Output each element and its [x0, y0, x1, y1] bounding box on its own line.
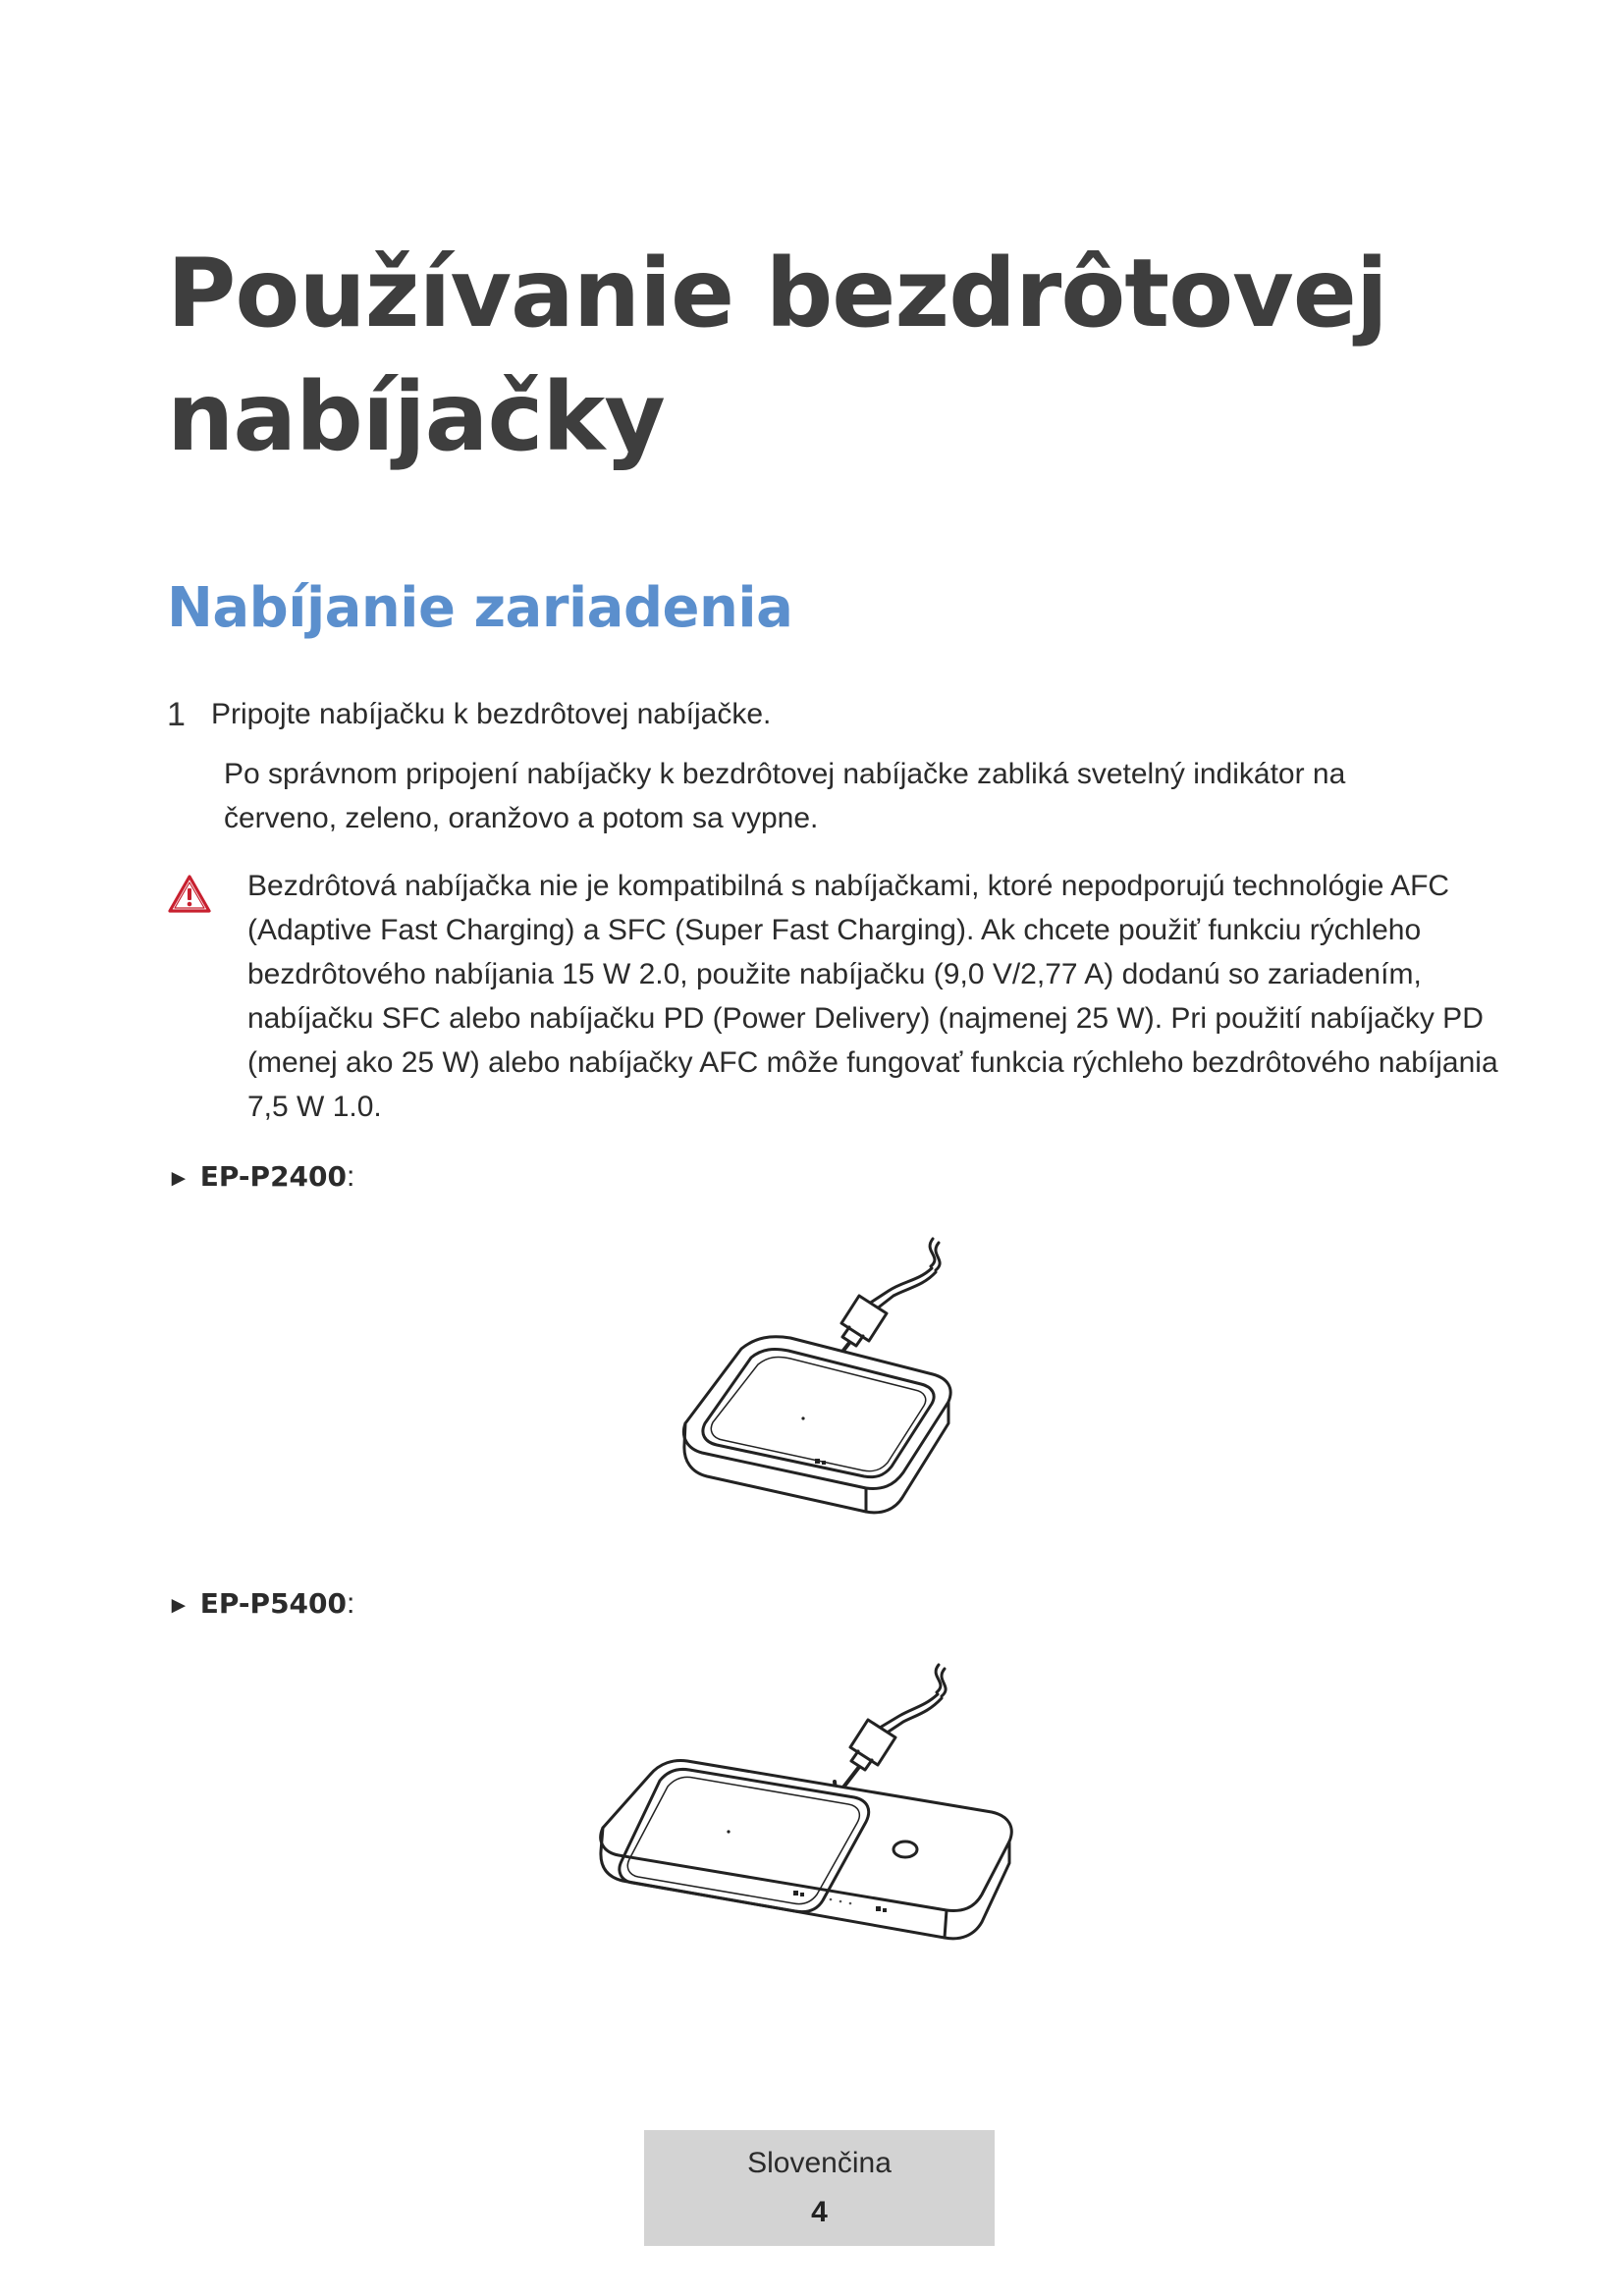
- warning-text: Bezdrôtová nabíjačka nie je kompatibilná s nabíjačkami, ktoré nepodporujú technológie AFC (Adaptive Fast Charging) a SFC (Super Fast Charging). Ak chcete použiť funkciu rýchleho bezdrôtového nabíjania 15 W 2.0, použite nabíjačku (9,0 V/2,77 A) dodanú so zariadením, nabíjačku SFC alebo nabíjačku PD (Power Delivery) (najmenej 25 W). Pri použití nabíjačky PD (menej ako 25 W) alebo nabíjačky AFC môže fungovať funkcia rýchleho bezdrôtového nabíjania 7,5 W 1.0.: [247, 870, 1498, 1123]
- model-label-ep-p2400: [167, 1157, 354, 1199]
- model-suffix: :: [347, 1160, 355, 1193]
- page-title-line-2: nabíjačky: [167, 362, 665, 472]
- ep-p5400-illustration: [589, 1659, 1021, 1973]
- model-name: EP-P2400: [199, 1160, 347, 1193]
- footer-language: Slovenčina: [747, 2147, 892, 2179]
- section-title: Nabíjanie zariadenia: [167, 576, 793, 640]
- page-title: [167, 232, 1387, 479]
- triangle-bullet-icon: ►: [167, 1592, 190, 1619]
- model-name: EP-P5400: [199, 1587, 347, 1620]
- step-text: Pripojte nabíjačku k bezdrôtovej nabíjačke.: [211, 698, 772, 730]
- page-number: 4: [811, 2196, 828, 2228]
- triangle-bullet-icon: ►: [167, 1165, 190, 1192]
- ep-p2400-illustration: [648, 1227, 972, 1551]
- warning-triangle-icon: [167, 874, 212, 915]
- page-title-line-1: Používanie bezdrôtovej: [167, 239, 1387, 348]
- step-1-detail: Po správnom pripojení nabíjačky k bezdrôtovej nabíjačke zabliká svetelný indikátor na červeno, zeleno, oranžovo a potom sa vypne.: [224, 758, 1346, 834]
- model-suffix: :: [347, 1587, 355, 1620]
- step-number: 1: [167, 696, 186, 733]
- page-footer: [644, 2130, 995, 2246]
- model-label-ep-p5400: [167, 1584, 354, 1626]
